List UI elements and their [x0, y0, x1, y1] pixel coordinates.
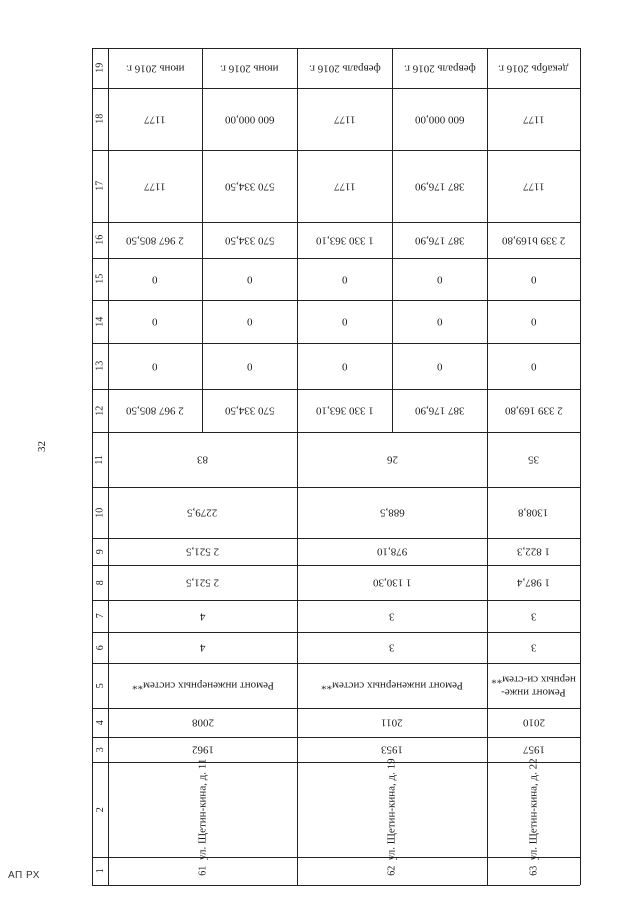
value-cell-12: 570 334,50	[224, 404, 275, 417]
value-cell-12: 2 967 805,50	[126, 404, 184, 417]
address-cell: ул. Щетин-кина, д. 11	[196, 758, 209, 861]
value-cell-19: февраль 2016 г.	[308, 62, 381, 75]
value-cell-6: 3	[530, 641, 537, 654]
value-cell-16: 2 339 b169,80	[501, 234, 566, 247]
column-number-11: 11	[94, 454, 106, 465]
value-cell-16: 570 334,50	[224, 234, 275, 247]
column-number-6: 6	[94, 645, 106, 650]
column-number-15: 15	[94, 274, 106, 284]
column-number-9: 9	[94, 549, 106, 554]
value-cell-11: 26	[386, 453, 398, 466]
value-cell-19: июнь 2016 г.	[125, 62, 185, 75]
year-built-cell: 1962	[191, 743, 214, 756]
table-rule	[580, 48, 581, 885]
value-cell-19: июнь 2016 г.	[220, 62, 279, 75]
column-number-3: 3	[94, 747, 106, 752]
value-cell-18: 600 000,00	[414, 113, 465, 126]
work-type-cell: Ремонт инже-нерных си-стем**	[491, 673, 576, 699]
value-cell-18: 600 000,00	[224, 113, 275, 126]
value-cell-19: февраль 2016 г.	[403, 62, 476, 75]
value-cell-9: 1 822,3	[517, 545, 550, 558]
work-type-cell: Ремонт инженерных систем**	[321, 679, 463, 692]
address-cell: ул. Щетин-кина, д. 22	[527, 758, 540, 861]
value-cell-17: 1177	[333, 180, 356, 193]
address-cell: ул. Щетин-кина, д. 19	[385, 758, 398, 861]
column-number-16: 16	[94, 235, 106, 245]
value-cell-17: 1177	[144, 180, 166, 193]
value-cell-6: 4	[199, 641, 206, 654]
value-cell-12: 2 339 169,80	[504, 404, 563, 417]
value-cell-9: 978,10	[376, 545, 408, 558]
value-cell-13: 0	[246, 360, 253, 373]
column-number-12: 12	[94, 405, 106, 416]
value-cell-19: декабрь 2016 г.	[498, 62, 569, 75]
value-cell-13: 0	[341, 360, 348, 373]
value-cell-7: 3	[389, 610, 395, 623]
year-repair-cell: 2010	[522, 716, 545, 729]
column-number-18: 18	[94, 114, 106, 124]
value-cell-14: 0	[436, 315, 443, 328]
value-cell-10: 688,5	[379, 506, 405, 519]
page-number: 32	[36, 441, 48, 452]
column-number-2: 2	[94, 807, 106, 812]
year-repair-cell: 2011	[381, 716, 403, 729]
value-cell-10: 2279,5	[187, 506, 218, 519]
value-cell-15: 0	[152, 273, 158, 286]
value-cell-14: 0	[530, 315, 537, 328]
year-built-cell: 1957	[522, 743, 545, 756]
column-number-5: 5	[94, 683, 106, 688]
value-cell-15: 0	[436, 273, 443, 286]
value-cell-8: 1 987,4	[517, 576, 550, 589]
column-number-19: 19	[94, 63, 106, 73]
row-id: 61	[196, 866, 208, 876]
value-cell-11: 83	[197, 453, 208, 466]
value-cell-17: 1177	[522, 180, 545, 193]
value-cell-14: 0	[246, 315, 253, 328]
value-cell-16: 1 330 363,10	[315, 234, 374, 247]
value-cell-15: 0	[530, 273, 537, 286]
value-cell-14: 0	[341, 315, 348, 328]
column-number-1: 1	[94, 868, 106, 874]
value-cell-16: 2 967 805,50	[126, 234, 184, 247]
value-cell-18: 1177	[333, 113, 356, 126]
column-number-4: 4	[94, 720, 106, 725]
value-cell-7: 3	[530, 610, 537, 623]
value-cell-12: 387 176,90	[414, 404, 465, 417]
value-cell-12: 1 330 363,10	[315, 404, 374, 417]
value-cell-13: 0	[530, 360, 537, 373]
archive-stamp: АП РХ	[8, 870, 40, 881]
row-id: 63	[527, 866, 539, 876]
column-number-13: 13	[94, 361, 106, 371]
value-cell-11: 35	[528, 453, 539, 466]
value-cell-9: 2 521,5	[186, 545, 219, 558]
column-number-17: 17	[94, 181, 106, 191]
value-cell-14: 0	[152, 315, 158, 328]
year-built-cell: 1953	[381, 743, 403, 756]
value-cell-18: 1177	[144, 113, 166, 126]
value-cell-15: 0	[246, 273, 253, 286]
column-number-8: 8	[94, 580, 106, 585]
row-id: 62	[386, 866, 398, 876]
value-cell-17: 570 334,50	[224, 180, 275, 193]
year-repair-cell: 2008	[191, 716, 214, 729]
value-cell-13: 0	[152, 360, 158, 373]
column-number-10: 10	[94, 507, 106, 518]
column-number-7: 7	[94, 613, 106, 619]
value-cell-13: 0	[436, 360, 443, 373]
value-cell-8: 1 130,30	[372, 576, 412, 589]
value-cell-8: 2 521,5	[186, 576, 219, 589]
value-cell-17: 387 176,90	[414, 180, 465, 193]
value-cell-15: 0	[341, 273, 348, 286]
value-cell-7: 4	[199, 610, 206, 623]
value-cell-6: 3	[389, 641, 395, 654]
value-cell-10: 1308,8	[518, 506, 549, 519]
table-rule	[92, 885, 580, 886]
work-type-cell: Ремонт инженерных систем**	[131, 679, 274, 692]
value-cell-16: 387 176,90	[414, 234, 465, 247]
column-number-14: 14	[94, 316, 106, 327]
value-cell-18: 1177	[522, 113, 545, 126]
